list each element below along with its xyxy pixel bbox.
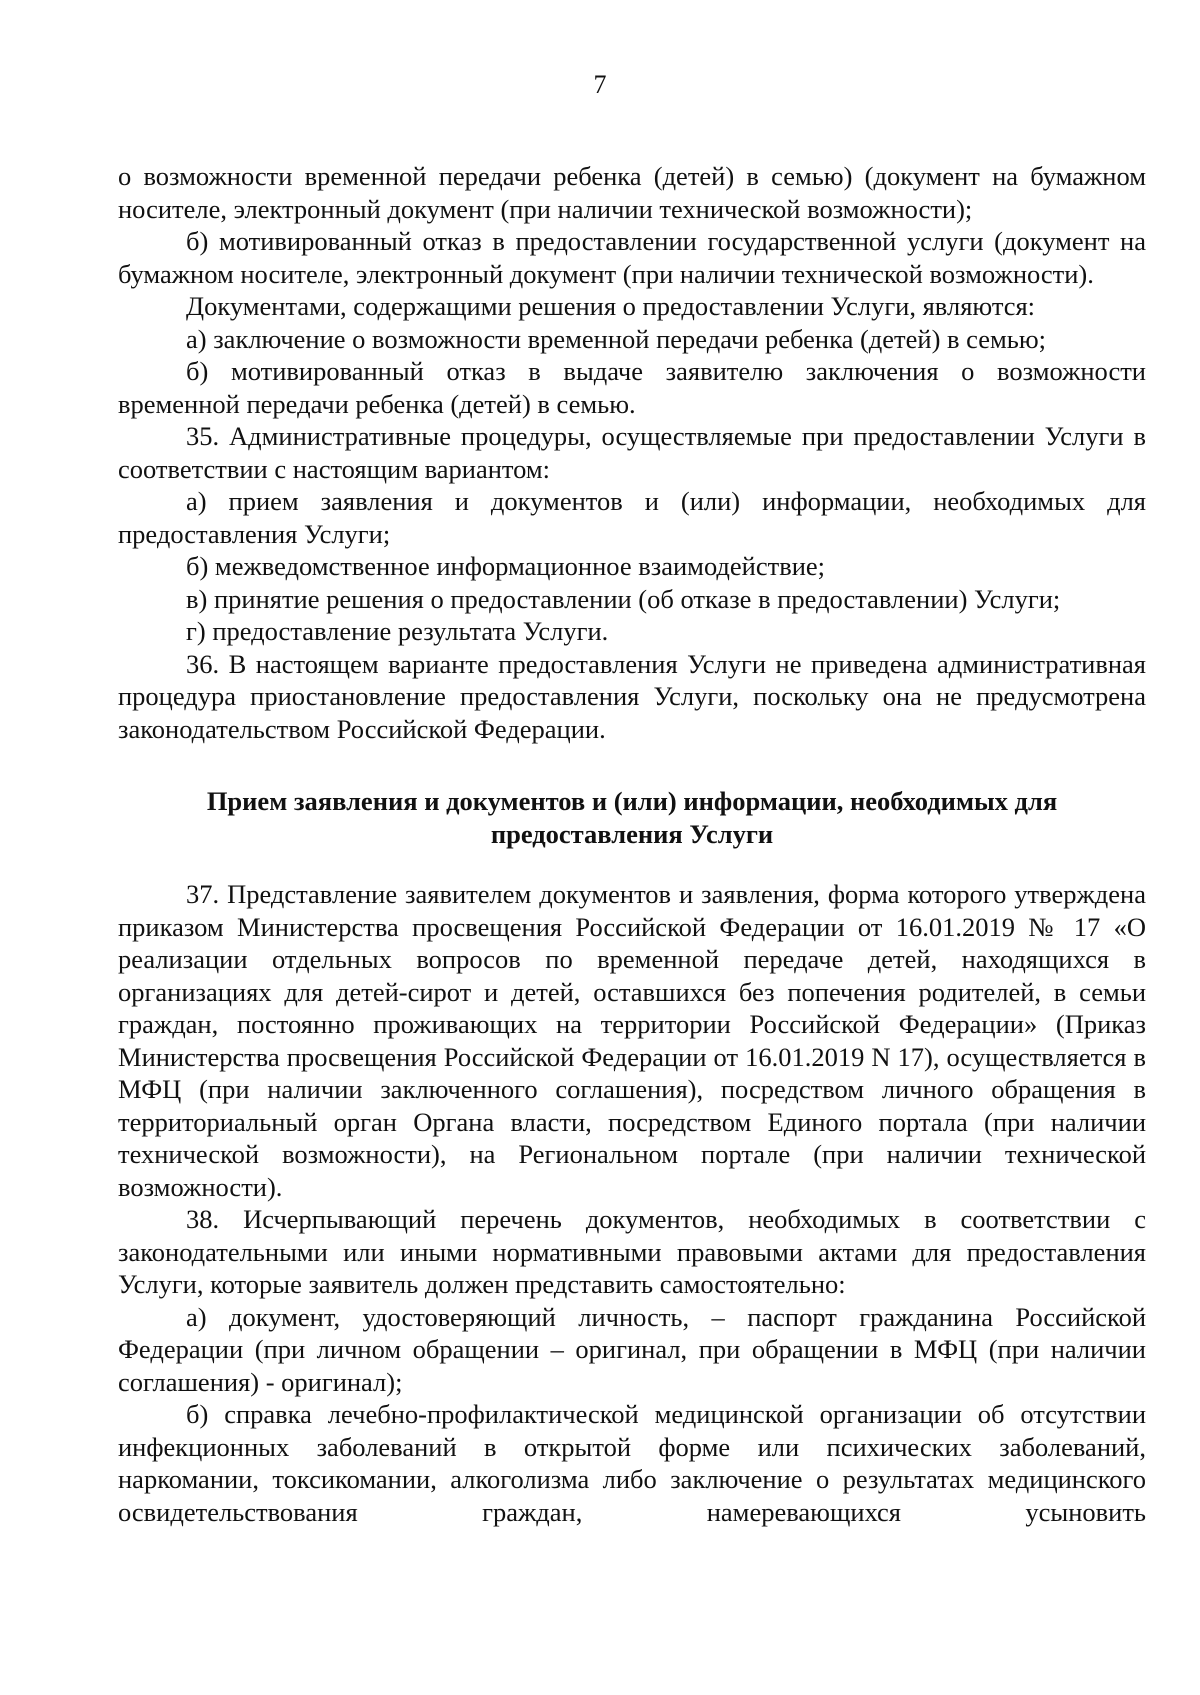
paragraph: 36. В настоящем варианте предоставления Услуги не приведена административная процедура приостановление предоставления Услуги, поскольку она не предусмотрена законодательством Российской Федерации. [118, 648, 1146, 744]
paragraph: б) межведомственное информационное взаимодействие; [186, 551, 826, 581]
paragraph: б) мотивированный отказ в выдаче заявителю заключения о возможности временной передачи ребенка (детей) в семью. [118, 356, 1146, 419]
paragraphs-after-heading [118, 878, 1146, 1528]
section-heading-line-2: предоставления Услуги [490, 818, 774, 849]
section-heading-line-1: Прием заявления и документов и (или) информации, необходимых для [206, 786, 1058, 816]
paragraph: 35. Административные процедуры, осуществляемые при предоставлении Услуги в соответствии с настоящим вариантом: [118, 421, 1146, 484]
paragraph: а) документ, удостоверяющий личность, – паспорт гражданина Российской Федерации (при личном обращении – оригинал, при обращении в МФЦ (при наличии соглашения) - оригинал); [118, 1301, 1146, 1397]
paragraph: а) прием заявления и документов и (или) информации, необходимых для предоставления Услуги; [118, 486, 1146, 549]
paragraph: г) предоставление результата Услуги. [186, 616, 609, 646]
section-heading [118, 785, 1146, 850]
paragraphs-before-heading [118, 160, 1146, 745]
paragraph: в) принятие решения о предоставлении (об отказе в предоставлении) Услуги; [186, 583, 1061, 614]
paragraph: а) заключение о возможности временной передачи ребенка (детей) в семью; [186, 323, 1047, 354]
paragraph: о возможности временной передачи ребенка (детей) в семью) (документ на бумажном носителе, электронный документ (при наличии технической возможности); [118, 161, 1146, 224]
paragraph: 38. Исчерпывающий перечень документов, необходимых в соответствии с законодательными или иными нормативными правовыми актами для предоставления Услуги, которые заявитель должен представить самостоятельно: [118, 1204, 1146, 1299]
paragraph: 37. Представление заявителем документов и заявления, форма которого утверждена приказом Министерства просвещения Российской Федерации от 16.01.2019 № 17 «О реализации отдельных вопросов по временной передаче детей, находящихся в организациях для детей-сирот и детей, оставшихся без попечения родителей, в семьи граждан, постоянно проживающих на территории Российской Федерации» (Приказ Министерства просвещения Российской Федерации от 16.01.2019 N 17), осуществляется в МФЦ (при наличии заключенного соглашения), посредством личного обращения в территориальный орган Органа власти, посредством Единого портала (при наличии технической возможности), на Региональном портале (при наличии технической возможности). [118, 879, 1146, 1202]
page-number: 7 [593, 70, 607, 99]
paragraph: б) мотивированный отказ в предоставлении государственной услуги (документ на бумажном носителе, электронный документ (при наличии технической возможности). [118, 226, 1146, 289]
document-body [118, 160, 1146, 1528]
paragraph: б) справка лечебно-профилактической медицинской организации об отсутствии инфекционных заболеваний в открытой форме или психических заболеваний, наркомании, токсикомании, алкоголизма либо заключение о результатах медицинского освидетельствования граждан, намеревающихся усыновить [118, 1399, 1146, 1527]
paragraph: Документами, содержащими решения о предоставлении Услуги, являются: [186, 291, 1036, 321]
